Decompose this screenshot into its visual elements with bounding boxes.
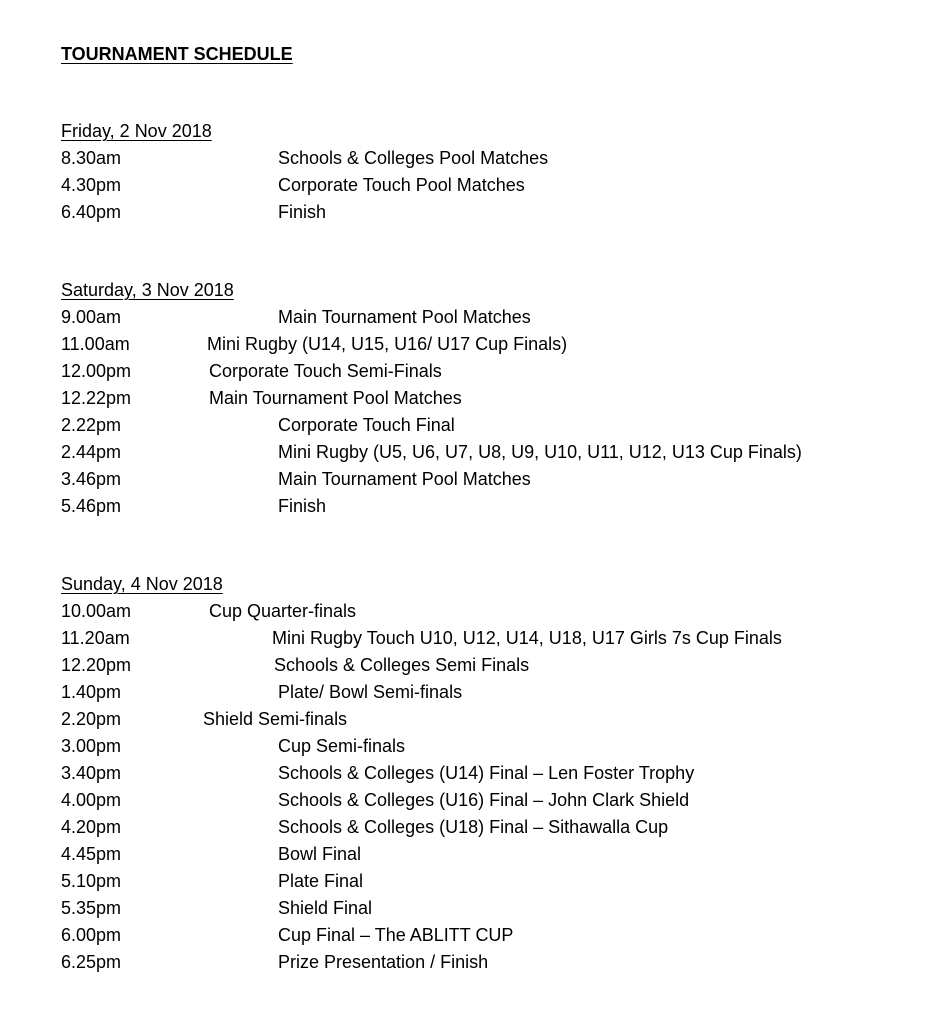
schedule-row <box>61 787 931 814</box>
schedule-row <box>61 466 931 493</box>
schedule-row <box>61 652 931 679</box>
schedule-row <box>61 706 931 733</box>
schedule-row <box>61 949 931 976</box>
schedule-row <box>61 922 931 949</box>
schedule-row <box>61 172 931 199</box>
schedule-row <box>61 841 931 868</box>
schedule-row <box>61 895 931 922</box>
day-section-friday <box>61 118 931 226</box>
schedule-event: Bowl Final <box>278 844 362 864</box>
schedule-time: 9.00am <box>61 307 122 327</box>
schedule-row <box>61 145 931 172</box>
schedule-event: Mini Rugby (U5, U6, U7, U8, U9, U10, U11, U12, U13 Cup Finals) <box>278 442 802 462</box>
schedule-time: 4.20pm <box>61 817 122 837</box>
schedule-time: 3.00pm <box>61 736 122 756</box>
schedule-time: 11.20am <box>61 628 130 648</box>
schedule-row <box>61 412 931 439</box>
schedule-row <box>61 733 931 760</box>
schedule-time: 6.25pm <box>61 952 122 972</box>
schedule-time: 2.44pm <box>61 442 122 462</box>
schedule-event: Schools & Colleges Pool Matches <box>278 148 549 168</box>
schedule-event: Shield Final <box>278 898 373 918</box>
schedule-event: Schools & Colleges (U16) Final – John Clark Shield <box>278 790 690 810</box>
schedule-row <box>61 868 931 895</box>
schedule-event: Schools & Colleges (U18) Final – Sithawalla Cup <box>278 817 669 837</box>
schedule-row <box>61 625 931 652</box>
schedule-time: 11.00am <box>61 334 130 354</box>
schedule-time: 8.30am <box>61 148 122 168</box>
schedule-event: Corporate Touch Final <box>278 415 455 435</box>
schedule-row <box>61 760 931 787</box>
schedule-time: 4.00pm <box>61 790 122 810</box>
schedule-time: 2.22pm <box>61 415 122 435</box>
schedule-row <box>61 439 931 466</box>
schedule-event: Shield Semi-finals <box>203 709 348 729</box>
schedule-time: 6.00pm <box>61 925 122 945</box>
schedule-time: 12.00pm <box>61 361 132 381</box>
day-heading: Friday, 2 Nov 2018 <box>61 121 212 141</box>
schedule-event: Cup Quarter-finals <box>209 601 357 621</box>
schedule-event: Main Tournament Pool Matches <box>278 307 531 327</box>
schedule-time: 5.35pm <box>61 898 122 918</box>
schedule-row <box>61 331 931 358</box>
schedule-time: 1.40pm <box>61 682 122 702</box>
page-title: TOURNAMENT SCHEDULE <box>61 44 293 64</box>
schedule-time: 6.40pm <box>61 202 122 222</box>
schedule-time: 12.22pm <box>61 388 132 408</box>
schedule-row <box>61 358 931 385</box>
schedule-event: Prize Presentation / Finish <box>278 952 489 972</box>
schedule-row <box>61 598 931 625</box>
schedule-time: 5.10pm <box>61 871 122 891</box>
schedule-row <box>61 199 931 226</box>
schedule-event: Cup Final – The ABLITT CUP <box>278 925 514 945</box>
schedule-time: 2.20pm <box>61 709 122 729</box>
schedule-time: 4.45pm <box>61 844 122 864</box>
schedule-event: Finish <box>278 496 327 516</box>
schedule-event: Mini Rugby (U14, U15, U16/ U17 Cup Finals) <box>207 334 568 354</box>
schedule-time: 3.46pm <box>61 469 122 489</box>
day-section-saturday <box>61 277 931 520</box>
schedule-row <box>61 814 931 841</box>
schedule-event: Main Tournament Pool Matches <box>278 469 531 489</box>
schedule-row <box>61 304 931 331</box>
schedule-time: 5.46pm <box>61 496 122 516</box>
schedule-row <box>61 493 931 520</box>
schedule-event: Main Tournament Pool Matches <box>209 388 462 408</box>
schedule-event: Schools & Colleges Semi Finals <box>274 655 530 675</box>
schedule-event: Finish <box>278 202 327 222</box>
schedule-event: Mini Rugby Touch U10, U12, U14, U18, U17 Girls 7s Cup Finals <box>272 628 782 648</box>
schedule-event: Schools & Colleges (U14) Final – Len Foster Trophy <box>278 763 695 783</box>
schedule-row <box>61 679 931 706</box>
schedule-event: Plate/ Bowl Semi-finals <box>278 682 463 702</box>
schedule-row <box>61 385 931 412</box>
schedule-event: Plate Final <box>278 871 364 891</box>
schedule-time: 10.00am <box>61 601 132 621</box>
schedule-event: Corporate Touch Pool Matches <box>278 175 525 195</box>
schedule-time: 12.20pm <box>61 655 132 675</box>
schedule-time: 3.40pm <box>61 763 122 783</box>
day-section-sunday <box>61 571 931 976</box>
schedule-time: 4.30pm <box>61 175 122 195</box>
day-heading: Saturday, 3 Nov 2018 <box>61 280 234 300</box>
schedule-event: Corporate Touch Semi-Finals <box>209 361 442 381</box>
day-heading: Sunday, 4 Nov 2018 <box>61 574 223 594</box>
schedule-event: Cup Semi-finals <box>278 736 406 756</box>
